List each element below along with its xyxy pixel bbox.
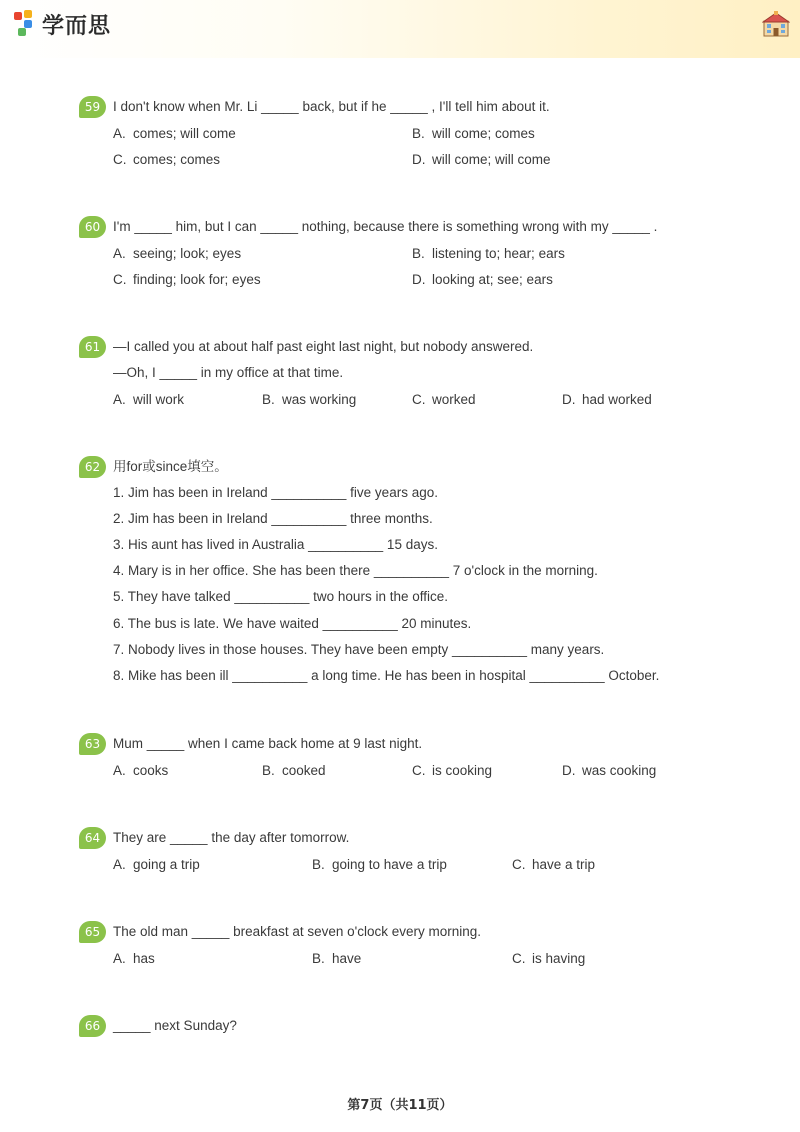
option-c[interactable] bbox=[412, 762, 492, 780]
option-letter: A. bbox=[113, 392, 126, 407]
option-text: going a trip bbox=[133, 857, 200, 872]
option-text: cooks bbox=[133, 763, 169, 778]
page-footer: 第7页（共11页） bbox=[347, 1098, 453, 1113]
option-letter: A. bbox=[113, 246, 126, 261]
option-letter: D. bbox=[412, 272, 426, 287]
option-letter: C. bbox=[412, 763, 426, 778]
option-text: is having bbox=[532, 951, 586, 966]
question-text: I'm _____ him, but I can _____ nothing, because there is something wrong with my _____ . bbox=[113, 219, 658, 234]
question-text: 用for或since填空。 bbox=[113, 459, 228, 474]
option-text: will work bbox=[133, 392, 185, 407]
option-c[interactable] bbox=[412, 391, 476, 409]
option-letter: B. bbox=[412, 126, 425, 141]
option-text: is cooking bbox=[432, 763, 493, 778]
option-letter: C. bbox=[512, 857, 526, 872]
option-letter: C. bbox=[113, 152, 127, 167]
option-letter: C. bbox=[512, 951, 526, 966]
question-number-badge: 62 bbox=[79, 456, 106, 478]
option-d[interactable] bbox=[412, 271, 553, 289]
option-text: have bbox=[332, 951, 362, 966]
option-text: looking at; see; ears bbox=[432, 272, 553, 287]
option-a[interactable] bbox=[113, 950, 155, 968]
logo-text: 学而思 bbox=[42, 13, 112, 39]
question-line: 7. Nobody lives in those houses. They have been empty __________ many years. bbox=[113, 642, 605, 657]
option-text: have a trip bbox=[532, 857, 596, 872]
option-letter: D. bbox=[562, 392, 576, 407]
question-text: _____ next Sunday? bbox=[113, 1018, 237, 1033]
option-text: seeing; look; eyes bbox=[133, 246, 242, 261]
question-text: —I called you at about half past eight last night, but nobody answered. bbox=[113, 339, 534, 354]
option-b[interactable] bbox=[412, 245, 565, 263]
option-b[interactable] bbox=[262, 391, 356, 409]
option-d[interactable] bbox=[562, 762, 656, 780]
question-number-badge: 61 bbox=[79, 336, 106, 358]
option-b[interactable] bbox=[262, 762, 326, 780]
option-text: has bbox=[133, 951, 155, 966]
option-letter: B. bbox=[262, 392, 275, 407]
question-number-badge: 65 bbox=[79, 921, 106, 943]
option-letter: A. bbox=[113, 126, 126, 141]
option-letter: B. bbox=[312, 951, 325, 966]
option-letter: A. bbox=[113, 951, 126, 966]
question-line: 4. Mary is in her office. She has been there __________ 7 o'clock in the morning. bbox=[113, 563, 598, 578]
question-line: 6. The bus is late. We have waited __________ 20 minutes. bbox=[113, 616, 472, 631]
option-c[interactable] bbox=[113, 151, 220, 169]
option-text: had worked bbox=[582, 392, 652, 407]
question-number-badge: 59 bbox=[79, 96, 106, 118]
question-number-badge: 66 bbox=[79, 1015, 106, 1037]
option-letter: B. bbox=[262, 763, 275, 778]
question-text: The old man _____ breakfast at seven o'clock every morning. bbox=[113, 924, 482, 939]
school-building-icon bbox=[762, 10, 790, 38]
option-a[interactable] bbox=[113, 391, 184, 409]
question-line: —Oh, I _____ in my office at that time. bbox=[113, 365, 344, 380]
option-text: worked bbox=[432, 392, 476, 407]
option-c[interactable] bbox=[113, 271, 261, 289]
option-c[interactable] bbox=[512, 950, 585, 968]
question-number-badge: 63 bbox=[79, 733, 106, 755]
option-b[interactable] bbox=[312, 950, 361, 968]
option-text: finding; look for; eyes bbox=[133, 272, 261, 287]
option-c[interactable] bbox=[512, 856, 595, 874]
question-text: They are _____ the day after tomorrow. bbox=[113, 830, 350, 845]
option-text: will come; comes bbox=[432, 126, 535, 141]
question-text: Mum _____ when I came back home at 9 last night. bbox=[113, 736, 423, 751]
option-letter: C. bbox=[412, 392, 426, 407]
question-line: 3. His aunt has lived in Australia __________ 15 days. bbox=[113, 537, 438, 552]
question-line: 8. Mike has been ill __________ a long time. He has been in hospital __________ October. bbox=[113, 668, 660, 683]
option-text: was working bbox=[282, 392, 357, 407]
option-a[interactable] bbox=[113, 245, 241, 263]
option-letter: B. bbox=[312, 857, 325, 872]
option-letter: B. bbox=[412, 246, 425, 261]
option-a[interactable] bbox=[113, 762, 168, 780]
option-letter: A. bbox=[113, 857, 126, 872]
question-number-badge: 60 bbox=[79, 216, 106, 238]
option-b[interactable] bbox=[412, 125, 535, 143]
option-d[interactable] bbox=[412, 151, 551, 169]
page-header bbox=[0, 0, 800, 58]
option-letter: C. bbox=[113, 272, 127, 287]
option-text: going to have a trip bbox=[332, 857, 447, 872]
option-letter: A. bbox=[113, 763, 126, 778]
option-b[interactable] bbox=[312, 856, 447, 874]
option-text: will come; will come bbox=[432, 152, 551, 167]
question-number-badge: 64 bbox=[79, 827, 106, 849]
option-letter: D. bbox=[562, 763, 576, 778]
logo bbox=[14, 9, 111, 39]
question-line: 2. Jim has been in Ireland __________ three months. bbox=[113, 511, 433, 526]
xueersi-logo-icon bbox=[14, 10, 38, 38]
question-line: 1. Jim has been in Ireland __________ five years ago. bbox=[113, 485, 438, 500]
question-line: 5. They have talked __________ two hours in the office. bbox=[113, 589, 448, 604]
option-a[interactable] bbox=[113, 125, 236, 143]
option-letter: D. bbox=[412, 152, 426, 167]
option-text: comes; will come bbox=[133, 126, 236, 141]
option-text: was cooking bbox=[582, 763, 657, 778]
option-text: cooked bbox=[282, 763, 326, 778]
question-text: I don't know when Mr. Li _____ back, but if he _____ , I'll tell him about it. bbox=[113, 99, 550, 114]
option-text: comes; comes bbox=[133, 152, 221, 167]
option-d[interactable] bbox=[562, 391, 652, 409]
option-a[interactable] bbox=[113, 856, 200, 874]
option-text: listening to; hear; ears bbox=[432, 246, 565, 261]
